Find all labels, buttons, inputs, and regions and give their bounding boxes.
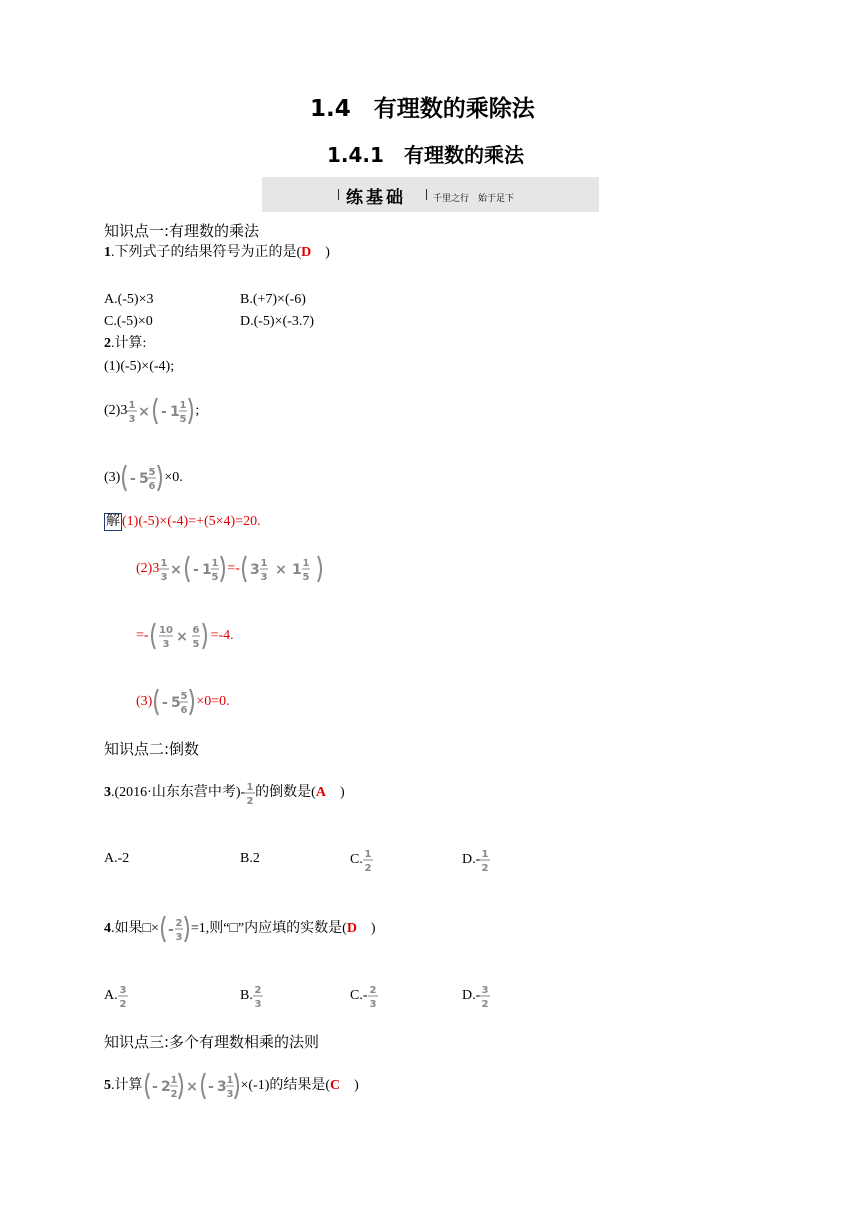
solution-label: 解 <box>106 514 120 529</box>
right-paren <box>189 398 192 424</box>
question-close: ) <box>356 921 376 937</box>
whole-part: 5 <box>139 471 150 487</box>
result: =-4. <box>210 628 234 644</box>
numerator: 1 <box>128 400 136 411</box>
denominator: 6 <box>180 705 188 716</box>
fraction-two-thirds <box>368 982 378 1010</box>
fraction-one-half <box>480 846 490 874</box>
numerator: 1 <box>246 782 254 793</box>
option-label: A. <box>104 988 118 1004</box>
left-paren <box>146 1073 149 1099</box>
paren-neg-one-and-one-fifth <box>183 554 227 584</box>
times-sign <box>137 397 151 425</box>
denominator: 2 <box>170 1089 177 1100</box>
equals-neg: =- <box>136 628 149 644</box>
banner-sub-label: 千里之行 始于足下 <box>433 194 515 204</box>
denominator: 3 <box>160 572 168 583</box>
numerator: 1 <box>160 558 168 569</box>
numerator: 1 <box>226 1075 233 1086</box>
whole-part: 1 <box>202 562 213 578</box>
right-paren <box>190 689 193 715</box>
question-close: ) <box>311 245 330 260</box>
question-4 <box>104 914 376 944</box>
banner-divider-left <box>338 189 339 200</box>
whole-part: 1 <box>291 562 302 578</box>
question-number: 5 <box>104 1078 111 1094</box>
left-paren <box>162 916 165 942</box>
minus-glyph: - <box>167 922 174 938</box>
banner-divider-right <box>426 189 427 200</box>
knowledge-point-heading: 知识点二:倒数 <box>104 740 200 758</box>
whole-part: 2 <box>160 1079 171 1095</box>
denominator: 5 <box>302 572 310 583</box>
paren-neg-one-and-one-fifth <box>151 396 195 426</box>
question-stem: .如果□× <box>111 921 159 937</box>
whole-part: 3 <box>216 1079 227 1095</box>
question-stem: .下列式子的结果符号为正的是( <box>111 245 302 260</box>
whole-part: 1 <box>170 404 181 420</box>
right-paren <box>221 556 224 582</box>
fraction-one-half <box>363 846 373 874</box>
denominator: 5 <box>179 414 187 425</box>
numerator: 5 <box>148 467 156 478</box>
paren-neg-five-and-five-sixths <box>120 463 164 493</box>
option-c: C.(-5)×0 <box>104 314 153 329</box>
right-paren <box>185 916 188 942</box>
option-label: C. <box>350 852 363 868</box>
denominator: 2 <box>481 863 489 874</box>
banner-main-label: 练基础 <box>346 188 406 208</box>
times-glyph: × <box>185 1079 198 1095</box>
numerator: 3 <box>481 985 489 996</box>
q4-option-b <box>240 982 263 1010</box>
expr-prefix: (2)3 <box>136 561 160 577</box>
knowledge-point-heading: 知识点一:有理数的乘法 <box>104 222 260 240</box>
question-number: 2 <box>104 336 111 351</box>
right-paren <box>235 1073 238 1099</box>
numerator: 3 <box>119 985 127 996</box>
paren-neg-three-and-one-third <box>199 1071 241 1101</box>
numerator: 1 <box>364 849 372 860</box>
page-title: 1.4 有理数的乘除法 <box>310 96 535 122</box>
paren-product-abs <box>240 554 326 584</box>
fraction-one-third <box>159 555 169 583</box>
mixed-number-one-third <box>127 397 137 425</box>
expr-prefix: (3) <box>136 694 153 710</box>
times-sign <box>185 1072 199 1100</box>
q3-option-d <box>462 846 490 874</box>
numerator: 1 <box>260 558 268 569</box>
left-paren <box>154 398 157 424</box>
q3-option-a: A.-2 <box>104 851 130 866</box>
left-paren <box>243 556 246 582</box>
answer-choice: A <box>315 785 326 801</box>
times-glyph: × <box>175 629 188 645</box>
question-5 <box>104 1071 359 1101</box>
answer-choice: D <box>301 245 312 260</box>
q3-option-c <box>350 846 373 874</box>
minus-glyph: - <box>207 1079 214 1095</box>
left-paren <box>123 465 126 491</box>
question-stem-2: 的倒数是( <box>255 785 316 801</box>
question-2-part-2 <box>104 396 199 426</box>
question-2-part-1: (1)(-5)×(-4); <box>104 359 175 374</box>
knowledge-point-heading: 知识点三:多个有理数相乘的法则 <box>104 1033 320 1051</box>
left-paren <box>202 1073 205 1099</box>
expr-prefix: (2)3 <box>104 403 128 419</box>
numerator: 6 <box>192 625 200 636</box>
numerator: 2 <box>175 918 183 929</box>
denominator: 2 <box>246 796 254 807</box>
paren-neg-two-and-one-half <box>143 1071 185 1101</box>
practice-banner <box>262 177 599 212</box>
question-2 <box>104 335 146 353</box>
whole-part: 3 <box>249 562 260 578</box>
minus-glyph: - <box>161 404 168 420</box>
times-glyph: × <box>170 562 183 578</box>
question-stem-2: ×(-1)的结果是( <box>240 1078 331 1094</box>
minus-glyph: - <box>193 562 200 578</box>
option-label: D.- <box>462 988 481 1004</box>
question-number: 4 <box>104 921 111 937</box>
denominator: 3 <box>226 1089 233 1100</box>
question-close: ) <box>325 785 345 801</box>
question-number: 1 <box>104 245 111 260</box>
right-paren <box>318 556 321 582</box>
equals-neg: =- <box>227 561 240 577</box>
denominator: 5 <box>192 639 200 650</box>
question-stem: .计算: <box>111 336 147 351</box>
fraction-three-halves <box>480 982 490 1010</box>
solution-line-1 <box>104 513 261 531</box>
denominator: 2 <box>481 999 489 1010</box>
question-2-part-3 <box>104 463 183 493</box>
question-number: 3 <box>104 785 111 801</box>
denominator: 5 <box>211 572 219 583</box>
q4-option-d <box>462 982 490 1010</box>
numerator: 1 <box>211 558 219 569</box>
numerator: 5 <box>180 691 188 702</box>
paren-neg-two-thirds <box>159 914 191 944</box>
option-a: A.(-5)×3 <box>104 292 154 307</box>
paren-ten-thirds-times-six-fifths <box>149 621 211 651</box>
expr-prefix: (3) <box>104 470 121 486</box>
answer-choice: D <box>346 921 357 937</box>
option-label: D.- <box>462 852 481 868</box>
paren-neg-five-and-five-sixths <box>152 687 196 717</box>
numerator: 1 <box>179 400 187 411</box>
denominator: 3 <box>254 999 262 1010</box>
denominator: 3 <box>162 639 170 650</box>
left-paren <box>152 623 155 649</box>
fraction-three-halves <box>118 982 128 1010</box>
right-paren <box>158 465 161 491</box>
question-stem-2: =1,则“□”内应填的实数是( <box>190 921 347 937</box>
times-glyph: × <box>138 404 151 420</box>
question-1 <box>104 244 330 262</box>
numerator: 2 <box>254 985 262 996</box>
fraction-two-thirds <box>253 982 263 1010</box>
right-paren <box>179 1073 182 1099</box>
q4-option-c <box>350 982 378 1010</box>
numerator: 2 <box>369 985 376 996</box>
denominator: 3 <box>128 414 136 425</box>
question-close: ) <box>340 1078 359 1094</box>
denominator: 2 <box>119 999 127 1010</box>
question-stem: .计算 <box>111 1078 143 1094</box>
expr-suffix: ; <box>195 403 200 419</box>
left-paren <box>155 689 158 715</box>
expr-suffix: ×0. <box>164 470 183 486</box>
option-d: D.(-5)×(-3.7) <box>240 314 314 329</box>
q4-option-a <box>104 982 128 1010</box>
denominator: 3 <box>175 932 183 943</box>
minus-glyph: - <box>130 471 137 487</box>
option-label: C.- <box>350 988 368 1004</box>
option-label: B. <box>240 988 253 1004</box>
question-3 <box>104 779 345 807</box>
solution-line-3 <box>136 621 234 651</box>
denominator: 2 <box>364 863 372 874</box>
answer-choice: C <box>330 1078 341 1094</box>
numerator: 1 <box>302 558 310 569</box>
minus-glyph: - <box>162 695 169 711</box>
times-glyph: × <box>275 562 287 578</box>
left-paren <box>186 556 189 582</box>
solution-line-4 <box>136 687 230 717</box>
whole-part: 5 <box>171 695 182 711</box>
right-paren <box>203 623 206 649</box>
denominator: 3 <box>369 999 376 1010</box>
minus-glyph: - <box>151 1079 158 1095</box>
question-stem: .(2016·山东东营中考)- <box>111 785 246 801</box>
times-sign <box>169 555 183 583</box>
denominator: 3 <box>260 572 268 583</box>
result: ×0=0. <box>196 694 230 710</box>
q3-option-b: B.2 <box>240 851 260 866</box>
option-b: B.(+7)×(-6) <box>240 292 306 307</box>
fraction-one-half <box>245 779 255 807</box>
numerator: 1 <box>170 1075 177 1086</box>
section-subtitle: 1.4.1 有理数的乘法 <box>327 143 524 167</box>
solution-line-2 <box>136 554 326 584</box>
numerator: 1 <box>481 849 489 860</box>
numerator: 10 <box>158 625 173 636</box>
solution-text: (1)(-5)×(-4)=+(5×4)=20. <box>122 514 261 529</box>
denominator: 6 <box>148 481 156 492</box>
